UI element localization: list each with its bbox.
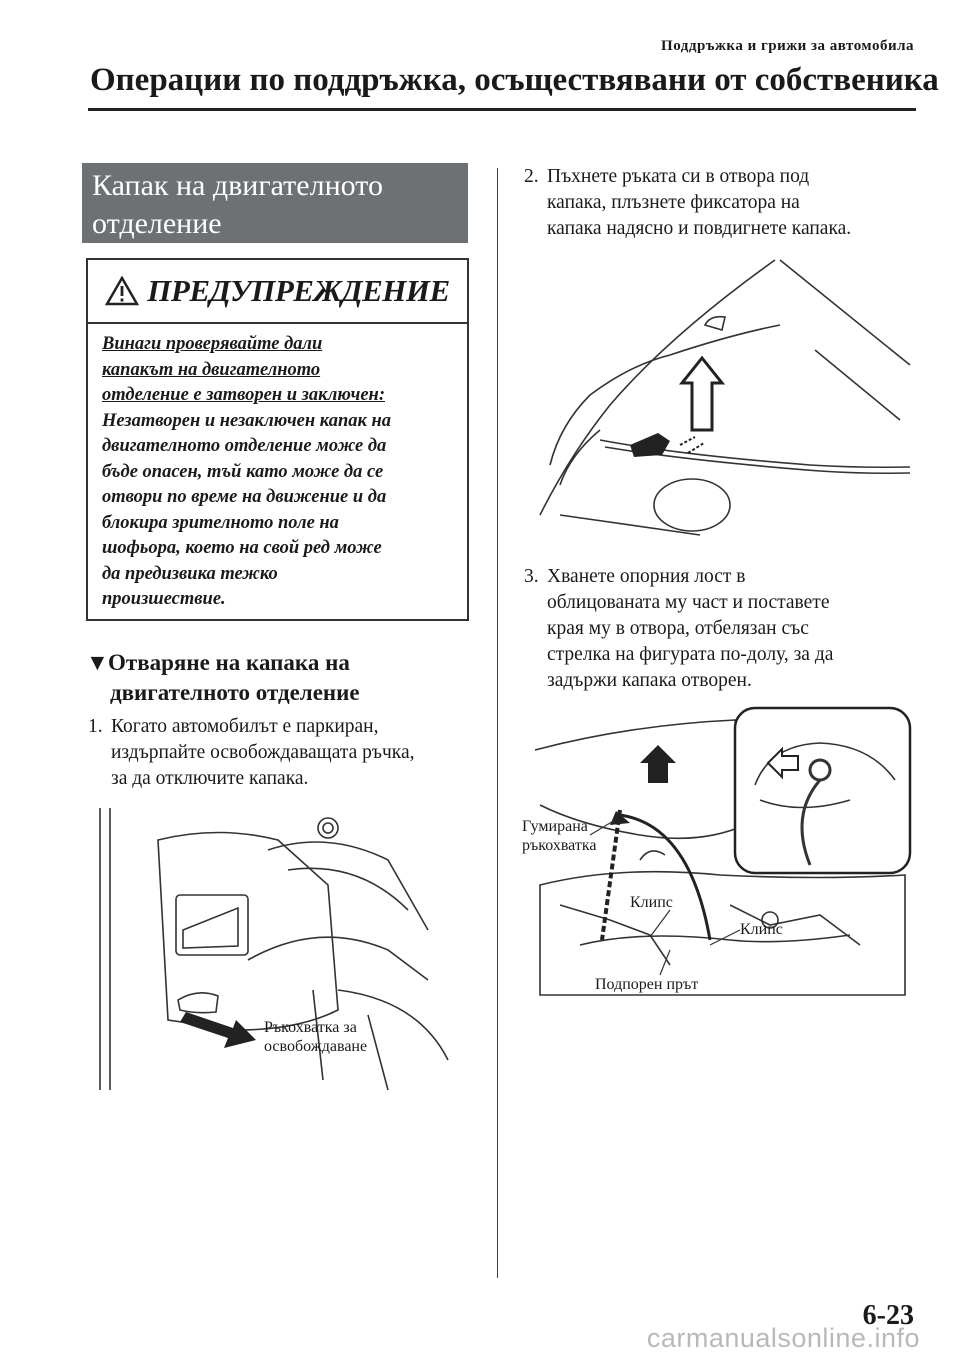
warning-text-line: шофьора, което на свой ред може (102, 538, 382, 558)
step-2 (524, 164, 924, 242)
warning-title: ПРЕДУПРЕЖДЕНИЕ (147, 273, 450, 308)
release-lever-label: Ръкохватка за освобождаване (264, 1019, 368, 1055)
warning-text-line: бъде опасен, тъй като може да се (102, 461, 384, 482)
section-heading (82, 163, 468, 243)
step-text-line: капака надясно и повдигнете капака. (547, 218, 852, 239)
warning-triangle-icon (105, 276, 139, 306)
rubber-grip-label: Гумирана ръкохватка (522, 818, 597, 854)
triangle-marker-icon: ▼ (86, 650, 109, 675)
warning-header (88, 260, 467, 324)
subsection-heading-line1: Отваряне на капака на (108, 650, 350, 675)
step-text-line: Хванете опорния лост в (547, 566, 746, 587)
warning-text-line: блокира зрителното поле на (102, 512, 339, 533)
hood-latch-illustration (530, 255, 920, 540)
pull-arrow-icon (180, 1012, 256, 1048)
clip-label-b: Клипс (740, 921, 783, 938)
subsection-heading-line2: двигателното отделение (110, 680, 360, 705)
step-text-line: капака, плъзнете фиксатора на (547, 192, 800, 213)
warning-lead-line: капакът на двигателното (102, 359, 321, 380)
step-text-line: облицованата му част и поставете (547, 592, 830, 613)
step-text-line: стрелка на фигурата по-долу, за да (547, 644, 834, 665)
lift-arrow-icon (682, 358, 722, 430)
step-number: 3. (524, 566, 539, 587)
warning-text-line: да предизвика тежко (102, 563, 278, 584)
figure-hood-latch (530, 255, 920, 540)
warning-text-line: Незатворен и незаключен капак на (102, 410, 392, 431)
figure-prop-rod (520, 705, 920, 1005)
step-1 (88, 714, 488, 792)
warning-text-line: произшествие. (102, 589, 226, 609)
step-text-line: края му в отвора, отбелязан със (547, 618, 809, 639)
detail-inset (735, 708, 910, 873)
step-3 (524, 564, 934, 694)
latch-lever-icon (630, 433, 670, 457)
warning-body (88, 324, 467, 613)
step-number: 1. (88, 716, 103, 737)
step-text-line: задържи капака отворен. (547, 670, 752, 691)
header-rule (88, 108, 916, 111)
hood-up-arrow-icon (640, 745, 676, 783)
prop-rod-illustration (520, 705, 920, 1005)
prop-rod-label: Подпорен прът (595, 976, 699, 993)
step-text-line: издърпайте освобождаващата ръчка, (111, 742, 415, 763)
page-number: 6-23 (862, 1300, 914, 1331)
section-heading-line1: Капак на двигателното (92, 169, 383, 202)
page-title: Операции по поддръжка, осъществявани от собственика (90, 62, 939, 98)
step-text-line: Пъхнете ръката си в отвора под (547, 166, 810, 187)
subsection-heading (86, 648, 476, 708)
warning-text-line: отвори по време на движение и да (102, 487, 387, 507)
running-header-chapter: Поддръжка и грижи за автомобила (661, 38, 914, 54)
column-divider (497, 168, 498, 1278)
step-number: 2. (524, 166, 539, 187)
warning-text-line: двигателното отделение може да (102, 436, 387, 456)
watermark: carmanualsonline.info (646, 1323, 920, 1353)
section-heading-line2: отделение (92, 207, 222, 240)
clip-label-a: Клипс (630, 894, 673, 911)
step-text-line: за да отключите капака. (111, 768, 309, 789)
warning-lead-line: Винаги проверявайте дали (102, 334, 323, 354)
warning-box (86, 258, 469, 621)
step-text-line: Когато автомобилът е паркиран, (111, 716, 379, 737)
figure-release-lever (88, 800, 468, 1100)
warning-lead-line: отделение е затворен и заключен: (102, 385, 385, 405)
